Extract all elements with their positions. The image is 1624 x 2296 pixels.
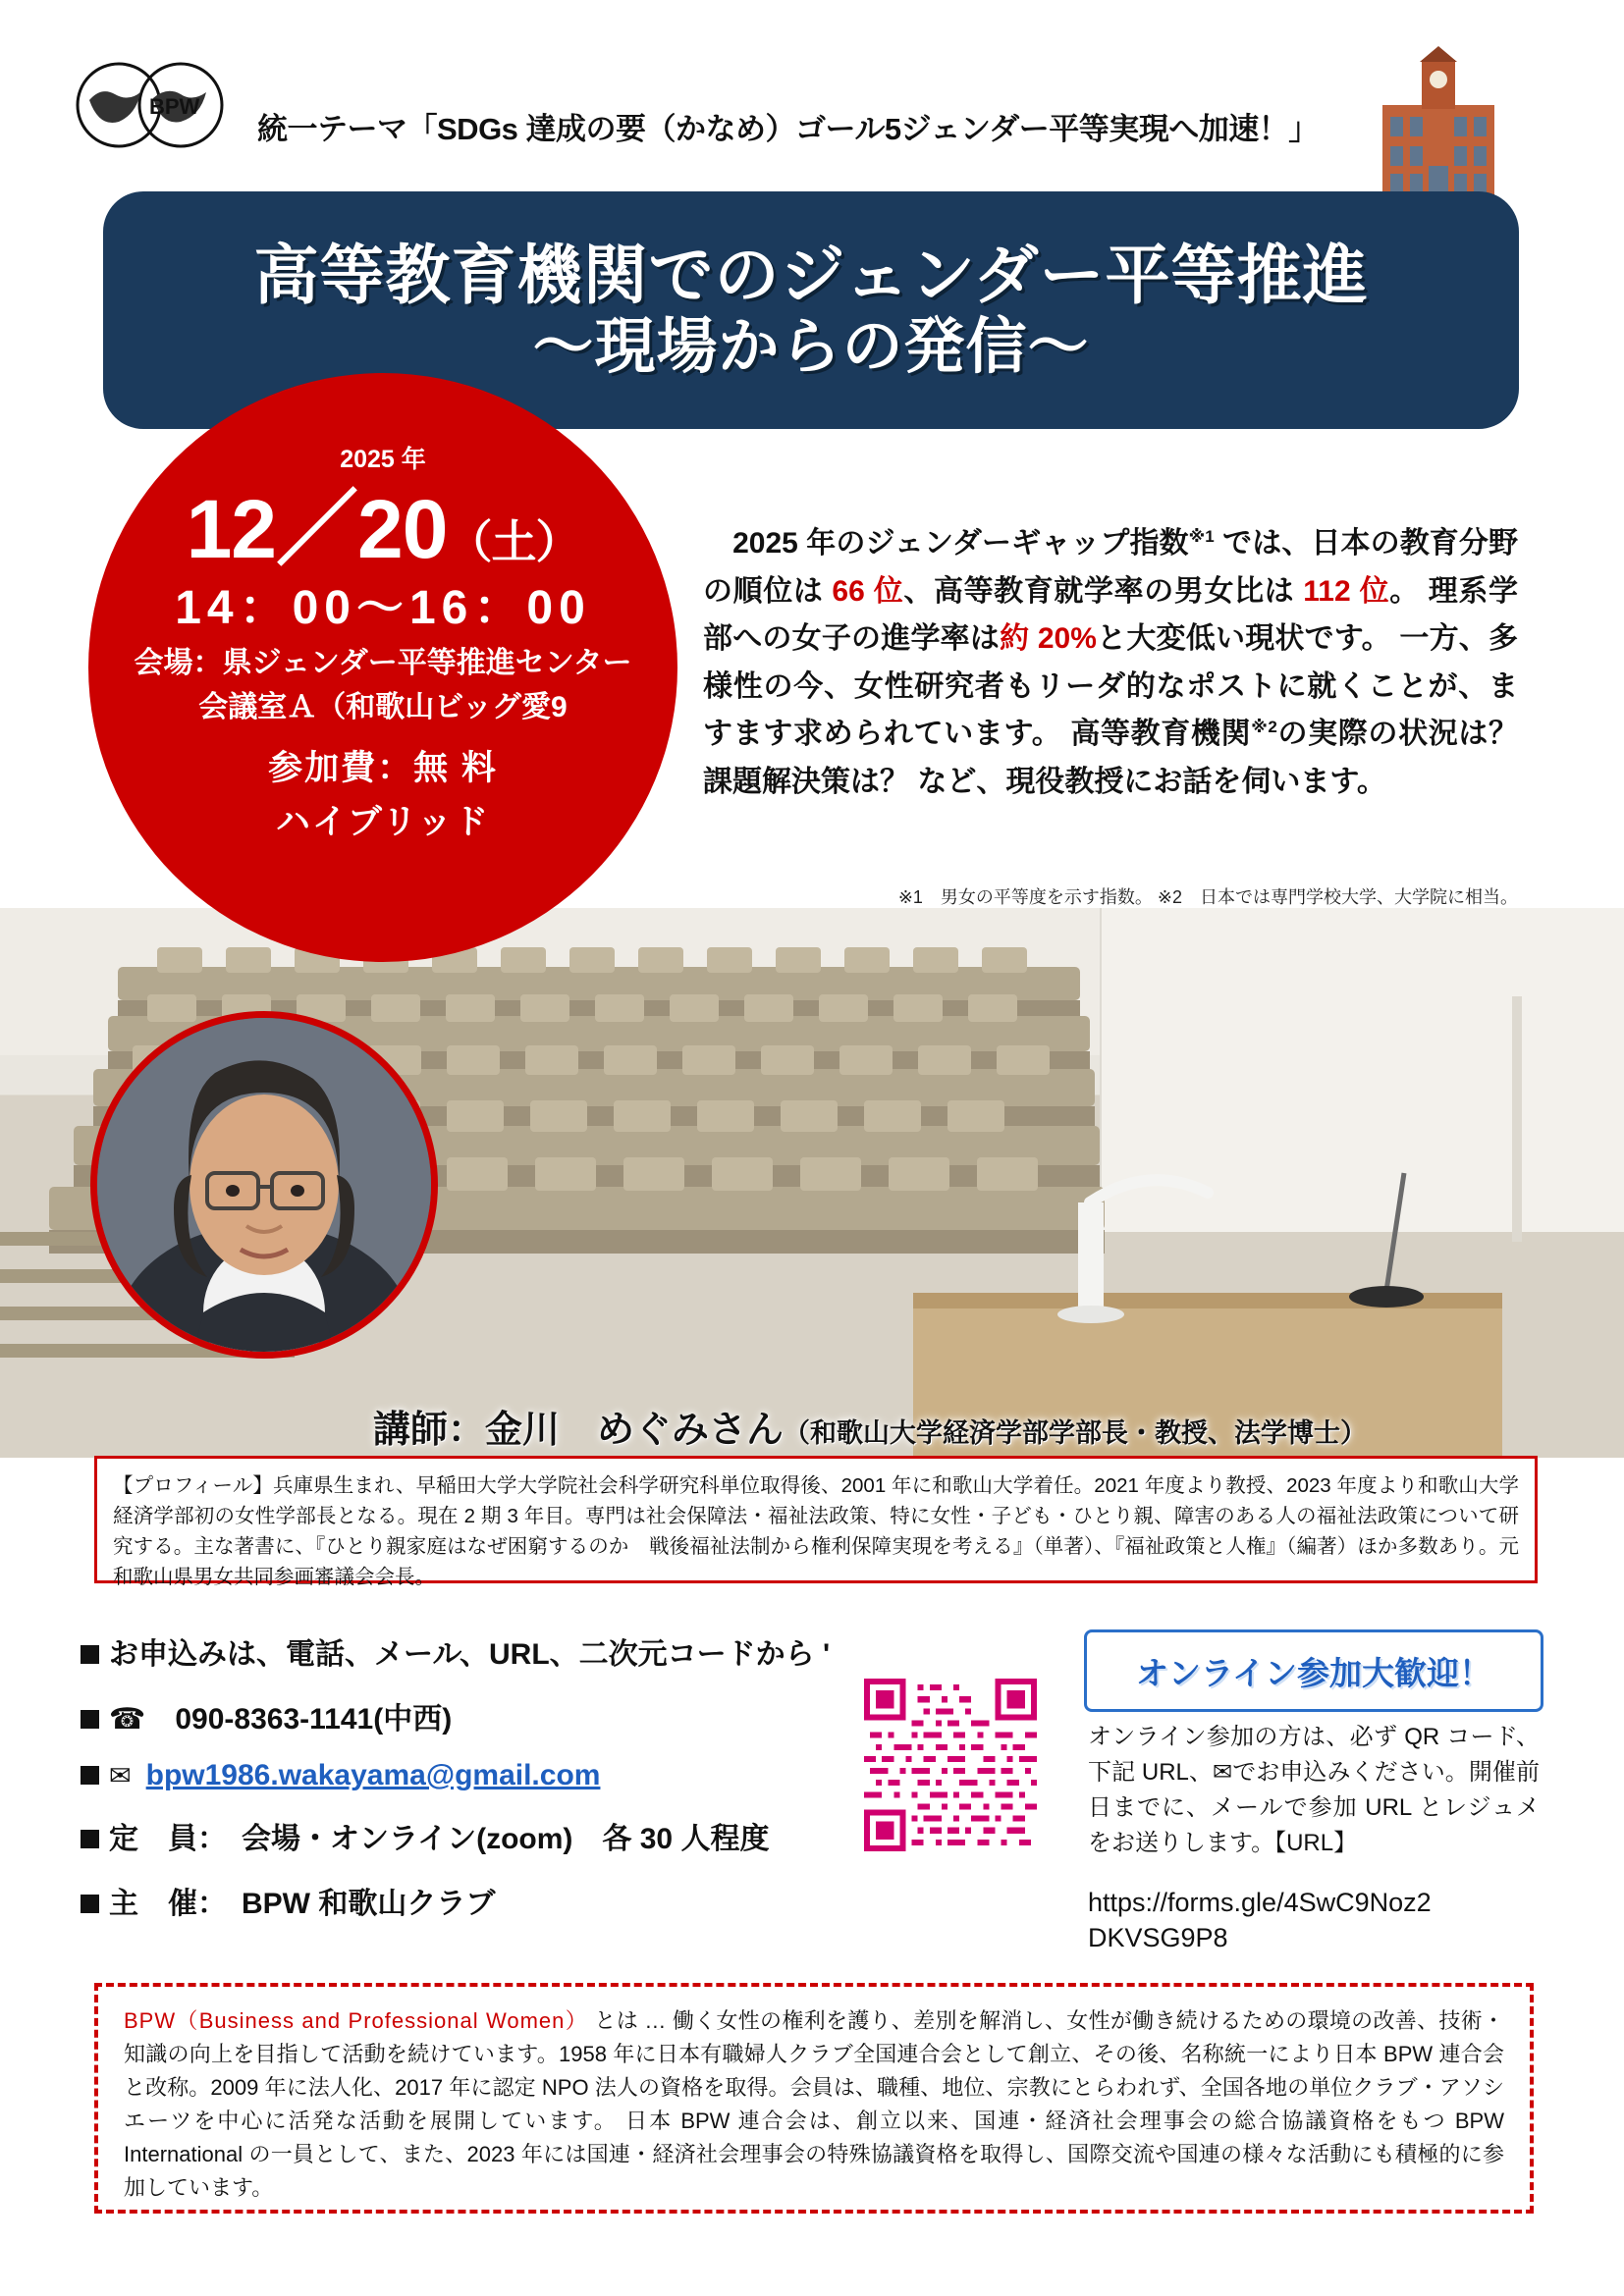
bullet-square-icon [81,1830,99,1848]
svg-text:BPW: BPW [149,94,200,119]
online-welcome-box [1084,1629,1543,1712]
apply-intro-text: お申込みは、電話、メール、URL、二次元コードから ' [109,1638,831,1671]
speaker-portrait [90,1011,438,1359]
bpw-brand-name: BPW（Business and Professional Women） [124,2008,588,2033]
title-line-1: 高等教育機関でのジェンダー平等推進 [253,238,1369,311]
title-line-2: ～現場からの発信～ [532,313,1090,382]
bullet-square-icon [81,1766,99,1785]
clock-tower-building-icon [1375,44,1502,201]
mail-icon: ✉ [109,1761,146,1790]
bpw-about-text [124,2004,1504,2206]
theme-line: 統一テーマ「SDGs 達成の要（かなめ）ゴール5ジェンダー平等実現へ加速！」 [257,112,1319,146]
apply-intro-row [81,1629,856,1673]
registration-url[interactable] [1088,1885,1540,1956]
event-format: ハイブリッド [275,803,491,841]
email-address[interactable]: bpw1986.wakayama@gmail.com [145,1759,601,1791]
apply-phone-row[interactable] [81,1694,856,1737]
apply-capacity-row [81,1814,856,1857]
event-time: 14：00～16：00 [175,582,591,634]
organizer-text: 主 催： BPW 和歌山クラブ [109,1888,496,1920]
desc-stem-ratio: 約 20% [1000,622,1097,656]
description-footnotes: ※1 男女の平等度を示す指数。 ※2 日本では専門学校大学、大学院に相当。 [897,887,1518,907]
url-line-2: DKVSG9P8 [1088,1923,1228,1953]
event-venue-line1: 会場：県ジェンダー平等推進センター [134,647,632,679]
speaker-affiliation: （和歌山大学経済学部学部長・教授、法学博士） [784,1418,1368,1448]
event-date-number: 12／20 [186,483,448,575]
speaker-profile-box: 【プロフィール】兵庫県生まれ、早稲田大学大学院社会科学研究科単位取得後、2001 年に和歌山大学着任。2021 年度より教授、2023 年度より和歌山大学経済学部初の女性学部長となる。現在 2 期 3 年目。専門は社会保障法・福祉法政策、特に女性・子ども・ひとり親、障害のある人の福祉法政策について研究する。主な著書に、『ひとり親家庭はなぜ困窮するのか 戦後福祉法制から権利保障実現を考える』（単著）、『福祉政策と人権』（編著）ほか多数あり。元和歌山県男女共同参画審議会会長。 [94,1456,1538,1583]
speaker-name-line [373,1399,1551,1453]
bullet-square-icon [81,1895,99,1913]
desc-part-6: 。 理系学部への女子の進学率は [703,574,1519,656]
speaker-name: 講師：金川 めぐみさん [373,1410,785,1451]
desc-footnote-mark-1: ※1 [1188,527,1215,546]
apply-email-row[interactable] [81,1759,856,1792]
event-description [703,520,1518,807]
apply-organizer-row [81,1879,856,1922]
event-fee: 参加費：無 料 [268,749,498,787]
event-day-of-week: （土） [447,516,580,567]
bpw-about-box [94,1983,1534,2214]
desc-part-10: の実際の状況は？ 課題解決策は？ など、現役教授にお話を伺います。 [703,718,1519,798]
bpw-logo [65,61,251,149]
bullet-square-icon [81,1645,99,1664]
phone-icon-label: ☎ 090-8363-1141(中西) [109,1703,453,1735]
desc-footnote-mark-2: ※2 [1251,718,1277,737]
capacity-text: 定 員： 会場・オンライン(zoom) 各 30 人程度 [109,1823,770,1855]
event-info-circle [88,373,677,962]
event-date [88,463,677,582]
bullet-square-icon [81,1710,99,1729]
online-heading: オンライン参加大歓迎！ [1135,1654,1491,1691]
event-venue-line2: 会議室Ａ（和歌山ビッグ愛9 [198,691,568,723]
event-year: 2025 年 [340,446,426,473]
qr-code[interactable] [864,1679,1037,1851]
desc-part-2: では、日本の教育分野の順位は [703,527,1518,608]
application-block [81,1629,856,1944]
bpw-about-body: とは … 働く女性の権利を護り、差別を解消し、女性が働き続けるための環境の改善、技術・知識の向上を目指して活動を続けています。1958 年に日本有職婦人クラブ全国連合会として創立、その後、名称統一により日本 BPW 連合会と改称。2009 年に法人化、2017 年に認定 NPO 法人の資格を取得。会員は、職種、地位、宗教にとらわれず、全国各地の単位クラブ・アソシエーツを中心に活発な活動を展開しています。 日本 BPW 連合会は、創立以来、国連・経済社会理事会の総合協議資格をもつ BPW International の一員として、また、2023 年には国連・経済社会理事会の特殊協議資格を取得し、国際交流や国連の様々な活動にも積極的に参加しています。 [124,2008,1505,2201]
desc-part-0: 2025 年のジェンダーギャップ指数 [703,527,1189,560]
url-line-1: https://forms.gle/4SwC9Noz2 [1088,1888,1432,1917]
desc-part-4: 、高等教育就学率の男女比は [903,574,1304,608]
desc-rank-enrollment: 112 位 [1303,574,1390,608]
online-instructions: オンライン参加の方は、必ず QR コード、下記 URL、✉でお申込みください。開催前日までに、メールで参加 URL とレジュメをお送りします。【URL】 [1088,1724,1540,1856]
desc-part-8: と大変低い現状です。 一方、多様性の今、女性研究者もリーダ的なポストに就くことが、ますます求められています。 高等教育機関 [703,622,1519,751]
desc-rank-education: 66 位 [832,574,904,608]
